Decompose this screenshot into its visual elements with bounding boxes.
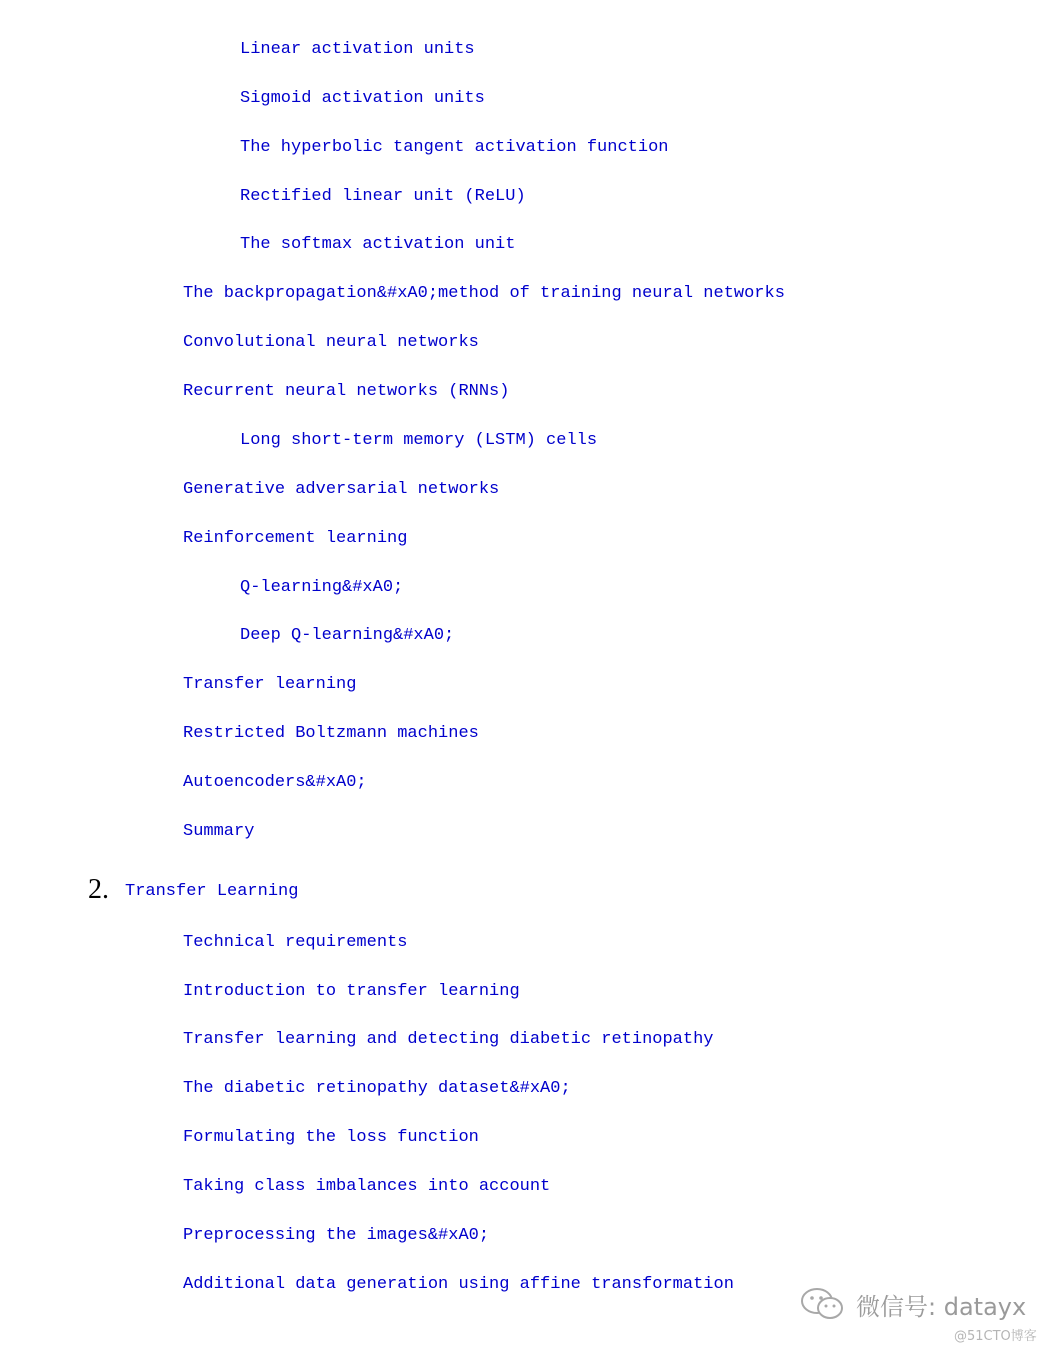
toc-link-diabetic-retinopathy[interactable]: Transfer learning and detecting diabetic retinopathy: [183, 1030, 714, 1049]
toc-link-softmax[interactable]: The softmax activation unit: [240, 235, 516, 254]
toc-link-loss-function[interactable]: Formulating the loss function: [183, 1128, 479, 1147]
toc-link-preprocessing-images[interactable]: Preprocessing the images&#xA0;: [183, 1226, 490, 1245]
toc-link-rbm[interactable]: Restricted Boltzmann machines: [183, 724, 479, 743]
toc-link-lstm[interactable]: Long short-term memory (LSTM) cells: [240, 431, 598, 450]
toc-link-sigmoid-activation-units[interactable]: Sigmoid activation units: [240, 89, 485, 108]
watermark-text: 微信号: datayx: [856, 1292, 1027, 1321]
toc-link-technical-requirements[interactable]: Technical requirements: [183, 933, 408, 952]
toc-link-relu[interactable]: Rectified linear unit (ReLU): [240, 187, 526, 206]
watermark-sub-text: @51CTO博客: [954, 1329, 1037, 1344]
toc-link-autoencoders[interactable]: Autoencoders&#xA0;: [183, 773, 367, 792]
toc-link-hyperbolic-tangent[interactable]: The hyperbolic tangent activation function: [240, 138, 669, 157]
toc-link-gan[interactable]: Generative adversarial networks: [183, 480, 500, 499]
toc-link-q-learning[interactable]: Q-learning&#xA0;: [240, 578, 404, 597]
toc-link-class-imbalances[interactable]: Taking class imbalances into account: [183, 1177, 551, 1196]
toc-link-summary[interactable]: Summary: [183, 822, 255, 841]
toc-link-transfer-learning[interactable]: Transfer learning: [183, 675, 357, 694]
toc-link-reinforcement-learning[interactable]: Reinforcement learning: [183, 529, 408, 548]
toc-link-deep-q-learning[interactable]: Deep Q-learning&#xA0;: [240, 626, 455, 645]
toc-link-linear-activation-units[interactable]: Linear activation units: [240, 40, 475, 59]
wechat-icon: [800, 1286, 846, 1322]
toc-link-rnn[interactable]: Recurrent neural networks (RNNs): [183, 382, 510, 401]
watermark: [800, 1286, 1026, 1322]
chapter-number: 2.: [88, 874, 109, 905]
toc-link-chapter-transfer-learning[interactable]: Transfer Learning: [125, 882, 299, 901]
toc-link-retinopathy-dataset[interactable]: The diabetic retinopathy dataset&#xA0;: [183, 1079, 571, 1098]
toc-link-backpropagation[interactable]: The backpropagation&#xA0;method of training neural networks: [183, 284, 785, 303]
toc-link-intro-transfer-learning[interactable]: Introduction to transfer learning: [183, 982, 520, 1001]
toc-link-affine-transformation[interactable]: Additional data generation using affine transformation: [183, 1275, 734, 1294]
toc-link-cnn[interactable]: Convolutional neural networks: [183, 333, 479, 352]
